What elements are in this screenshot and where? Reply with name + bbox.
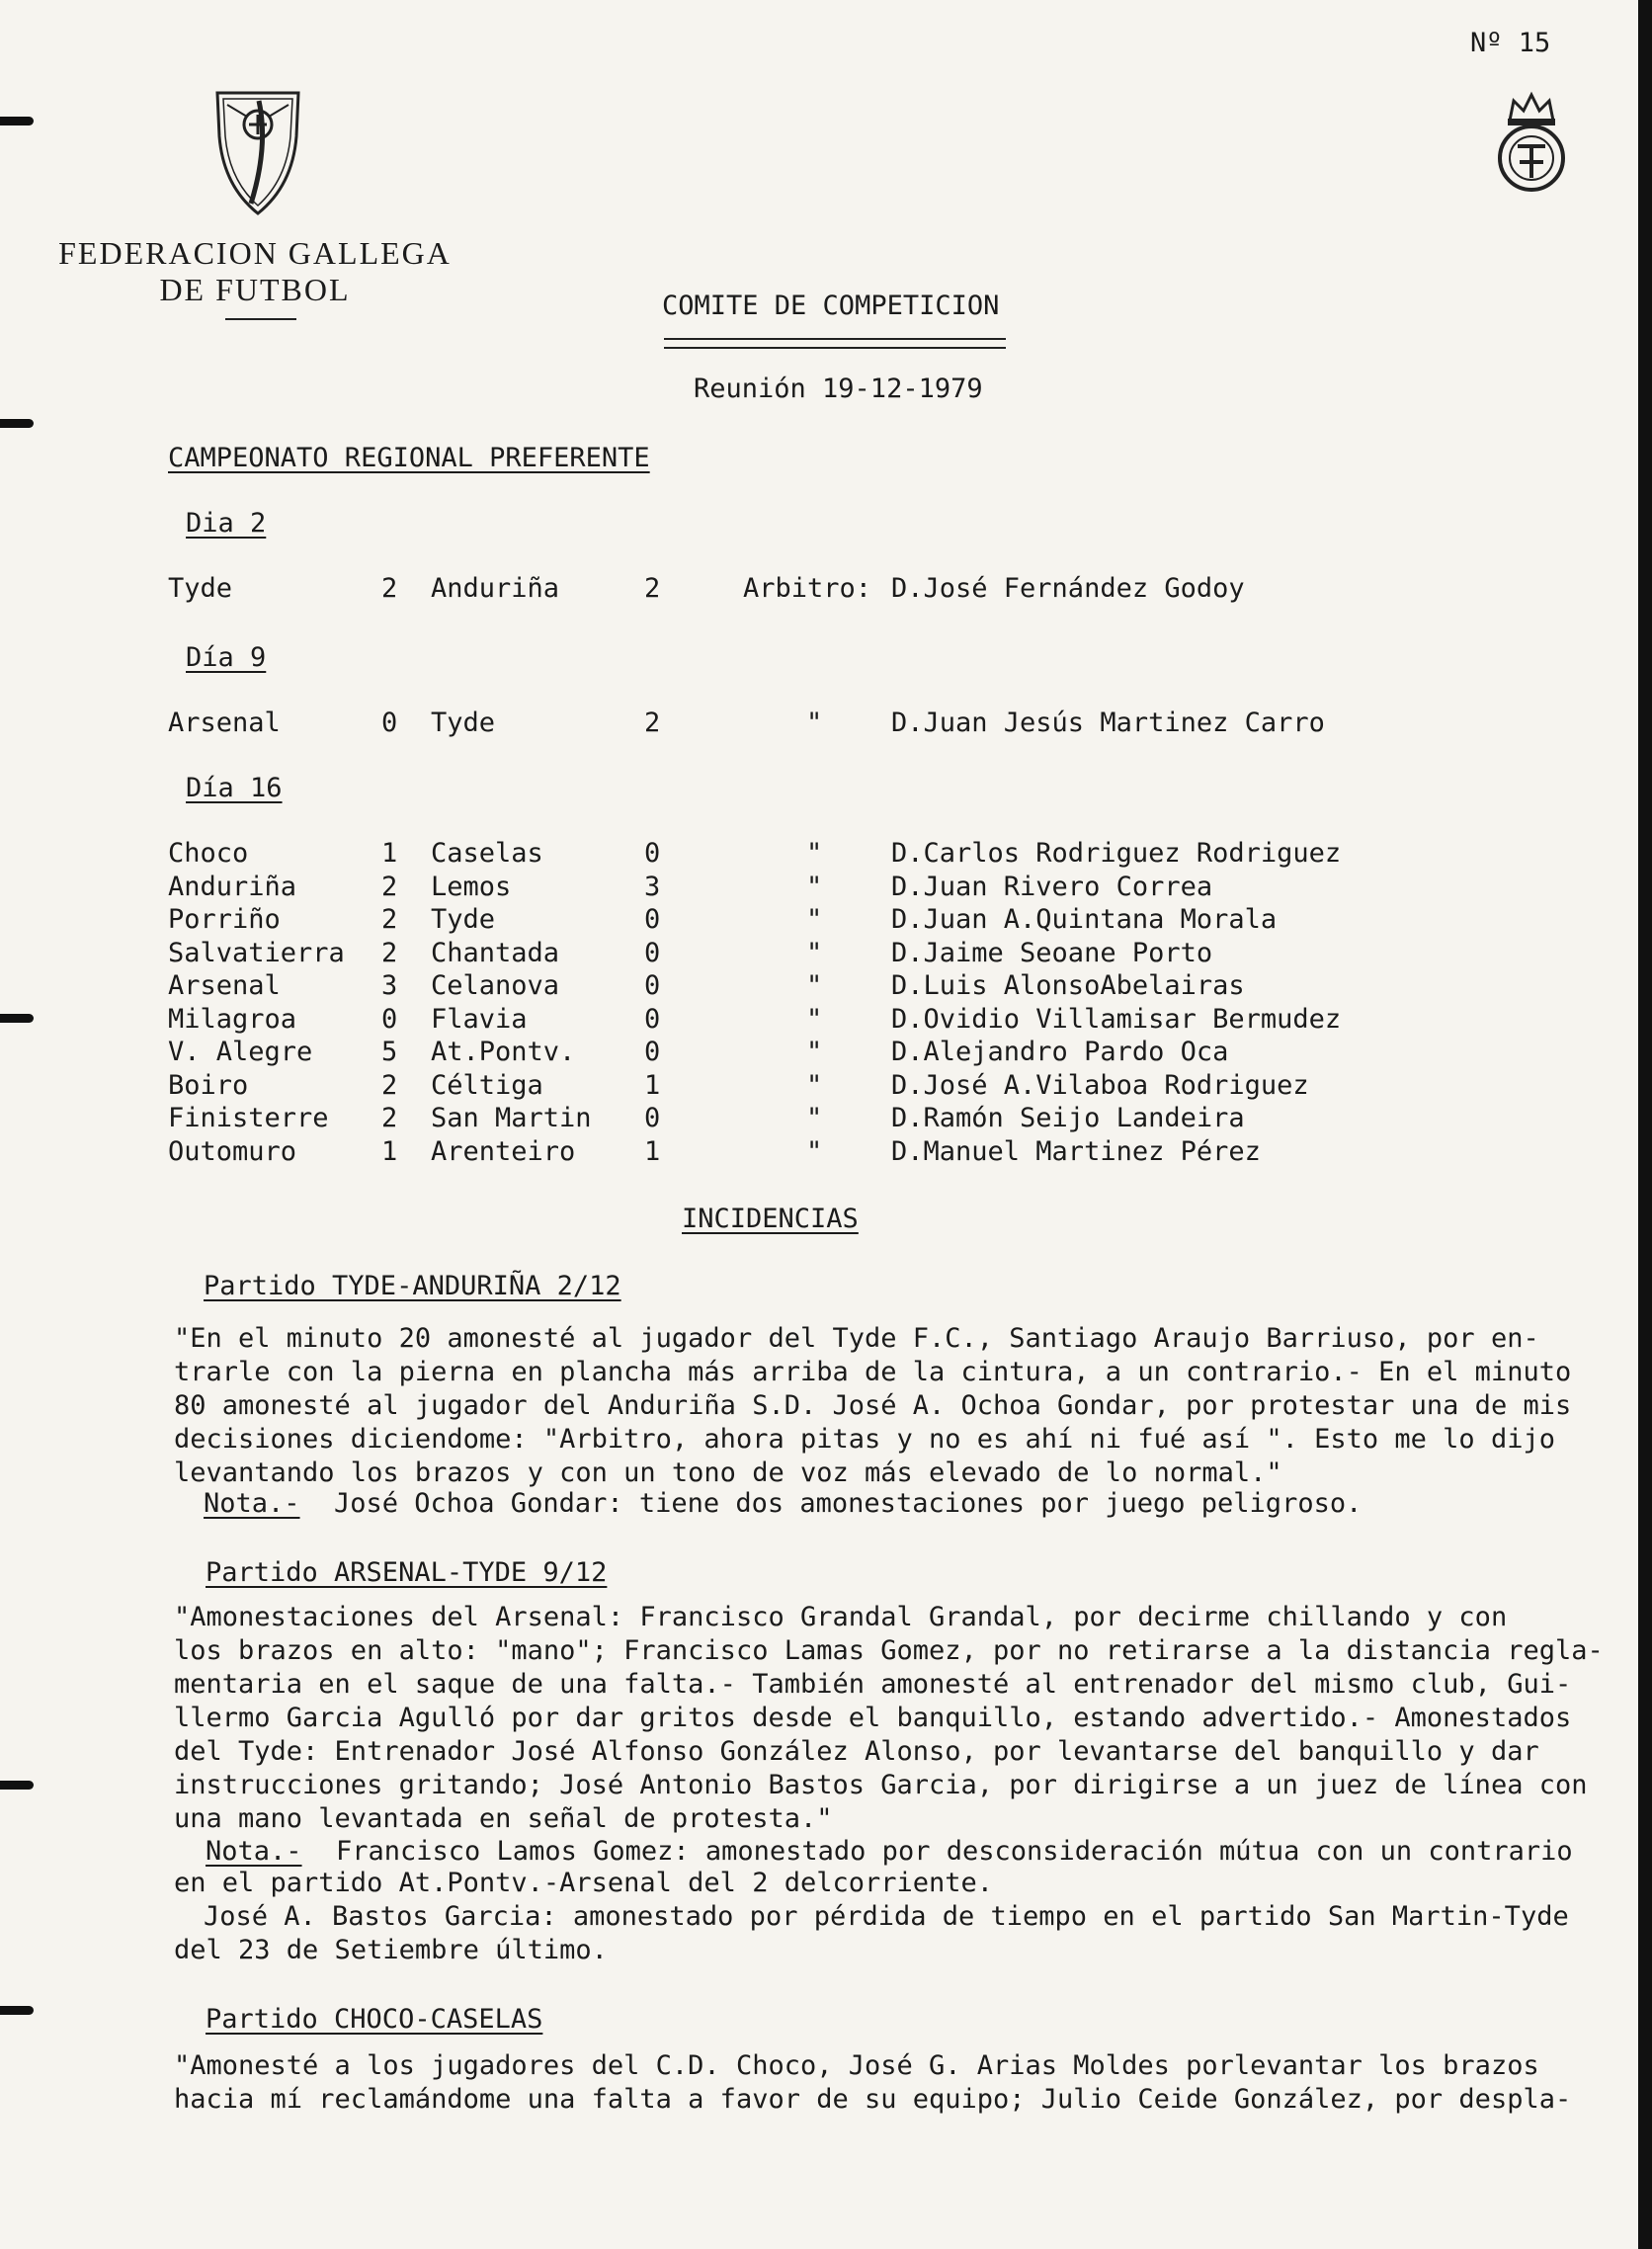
away-team: Caselas — [431, 838, 543, 869]
home-goals: 5 — [381, 1037, 398, 1067]
report-line: trarle con la pierna en plancha más arriba de la cintura, a un contrario.- En el minuto — [174, 1357, 1572, 1387]
away-team: Céltiga — [431, 1069, 543, 1101]
away-goals: 0 — [644, 1037, 661, 1067]
report-line: los brazos en alto: "mano"; Francisco Lamas Gomez, por no retirarse a la distancia regla- — [174, 1635, 1604, 1666]
day-label: Dia 2 — [186, 508, 267, 539]
referee-name: D.Juan A.Quintana Morala — [891, 904, 1278, 935]
federation-shield-logo — [213, 87, 302, 217]
referee-name: D.Manuel Martinez Pérez — [891, 1135, 1261, 1167]
away-goals: 2 — [644, 573, 661, 604]
referee-name: D.José A.Vilaboa Rodriguez — [891, 1069, 1309, 1101]
home-goals: 2 — [381, 573, 398, 604]
binder-mark — [0, 1014, 34, 1023]
away-goals: 0 — [644, 1103, 661, 1133]
home-goals: 1 — [381, 1135, 398, 1167]
away-goals: 1 — [644, 1069, 661, 1101]
report-line: instrucciones gritando; José Antonio Bastos Garcia, por dirigirse a un juez de línea con — [174, 1770, 1588, 1800]
away-team: At.Pontv. — [431, 1037, 576, 1067]
binder-mark — [0, 117, 34, 125]
day-label: Día 16 — [186, 773, 283, 803]
referee-label: " — [806, 1037, 823, 1067]
incident-title: Partido ARSENAL-TYDE 9/12 — [206, 1557, 608, 1588]
note-text: del 23 de Setiembre último. — [174, 1935, 608, 1965]
home-goals: 0 — [381, 1003, 398, 1035]
home-goals: 2 — [381, 937, 398, 968]
away-team: Lemos — [431, 871, 512, 902]
incidents-title: INCIDENCIAS — [682, 1204, 859, 1234]
incident-report — [174, 1601, 1626, 1836]
note-label: Nota.- — [204, 1488, 300, 1519]
referee-label: " — [806, 1103, 823, 1133]
home-goals: 2 — [381, 904, 398, 935]
away-team: Tyde — [431, 904, 496, 935]
committee-double-rule — [664, 338, 1006, 349]
binder-mark — [0, 2006, 34, 2015]
incident-report — [174, 1322, 1626, 1490]
home-team: Boiro — [168, 1069, 249, 1101]
home-goals: 2 — [381, 1069, 398, 1101]
away-team: San Martin — [431, 1103, 592, 1133]
away-team: Arenteiro — [431, 1135, 576, 1167]
report-line: levantando los brazos y con un tono de voz más elevado de lo normal." — [174, 1458, 1282, 1488]
report-line: 80 amonesté al jugador del Anduriña S.D. José A. Ochoa Gondar, por protestar una de mis — [174, 1390, 1572, 1421]
incident-report — [174, 2049, 1626, 2117]
home-goals: 3 — [381, 970, 398, 1001]
home-goals: 1 — [381, 838, 398, 869]
report-line: del Tyde: Entrenador José Alfonso González Alonso, por levantarse del banquillo y dar — [174, 1736, 1539, 1767]
home-team: Outomuro — [168, 1135, 297, 1167]
binder-mark — [0, 1781, 34, 1790]
away-goals: 2 — [644, 708, 661, 738]
report-line: hacia mí reclamándome una falta a favor de su equipo; Julio Ceide González, por despla- — [174, 2084, 1572, 2115]
referee-label: " — [806, 1135, 823, 1167]
referee-name: D.Alejandro Pardo Oca — [891, 1037, 1229, 1067]
scan-edge — [1638, 0, 1652, 2249]
referee-label: " — [806, 904, 823, 935]
report-line: "En el minuto 20 amonesté al jugador del Tyde F.C., Santiago Araujo Barriuso, por en- — [174, 1323, 1539, 1354]
referee-name: D.Juan Jesús Martinez Carro — [891, 708, 1325, 738]
report-line: "Amonestaciones del Arsenal: Francisco Grandal Grandal, por decirme chillando y con — [174, 1602, 1508, 1632]
referee-name: D.Luis AlonsoAbelairas — [891, 970, 1245, 1001]
home-team: Arsenal — [168, 970, 281, 1001]
referee-name: D.Ovidio Villamisar Bermudez — [891, 1003, 1342, 1035]
referee-label: " — [806, 970, 823, 1001]
note-text: José A. Bastos Garcia: amonestado por pérdida de tiempo en el partido San Martin-Tyde — [204, 1901, 1569, 1932]
referee-label: " — [806, 1069, 823, 1101]
referee-name: D.Jaime Seoane Porto — [891, 937, 1213, 968]
referee-label: " — [806, 708, 823, 738]
report-line: decisiones diciendome: "Arbitro, ahora pitas y no es ahí ni fué así ". Esto me lo dijo — [174, 1424, 1555, 1455]
day-label: Día 9 — [186, 642, 267, 673]
page-number: Nº 15 — [1470, 28, 1551, 58]
federation-name-line2: DE FUTBOL — [159, 272, 351, 307]
referee-name: D.Carlos Rodriguez Rodriguez — [891, 838, 1342, 869]
away-team: Flavia — [431, 1003, 528, 1035]
home-team: Finisterre — [168, 1103, 329, 1133]
home-team: Milagroa — [168, 1003, 297, 1035]
away-team: Anduriña — [431, 573, 560, 604]
referee-label: " — [806, 871, 823, 902]
referee-label: Arbitro: — [743, 573, 872, 604]
away-goals: 0 — [644, 838, 661, 869]
home-team: Salvatierra — [168, 937, 345, 968]
home-goals: 0 — [381, 708, 398, 738]
home-goals: 2 — [381, 871, 398, 902]
report-line: llermo Garcia Agulló por dar gritos desde el banquillo, estando advertido.- Amonestados — [174, 1703, 1572, 1733]
away-team: Tyde — [431, 708, 496, 738]
referee-label: " — [806, 838, 823, 869]
away-goals: 0 — [644, 970, 661, 1001]
home-team: Choco — [168, 838, 249, 869]
report-line: una mano levantada en señal de protesta." — [174, 1803, 833, 1834]
home-team: Porriño — [168, 904, 281, 935]
referee-label: " — [806, 1003, 823, 1035]
meeting-date: Reunión 19-12-1979 — [694, 374, 983, 404]
championship-title: CAMPEONATO REGIONAL PREFERENTE — [168, 443, 650, 473]
away-goals: 0 — [644, 1003, 661, 1035]
note-text: Francisco Lamos Gomez: amonestado por desconsideración mútua con un contrario — [336, 1836, 1573, 1867]
home-team: Arsenal — [168, 708, 281, 738]
away-goals: 1 — [644, 1135, 661, 1167]
note-text: en el partido At.Pontv.-Arsenal del 2 delcorriente. — [174, 1868, 994, 1898]
federation-name — [57, 235, 453, 308]
referee-name: D.Ramón Seijo Landeira — [891, 1103, 1245, 1133]
referee-name: D.Juan Rivero Correa — [891, 871, 1213, 902]
incident-title: Partido TYDE-ANDURIÑA 2/12 — [204, 1271, 621, 1301]
rfef-crown-emblem — [1490, 87, 1573, 198]
away-goals: 0 — [644, 904, 661, 935]
report-line: mentaria en el saque de una falta.- También amonesté al entrenador del mismo club, Gui- — [174, 1669, 1572, 1700]
binder-mark — [0, 419, 34, 428]
referee-name: D.José Fernández Godoy — [891, 573, 1245, 604]
home-goals: 2 — [381, 1103, 398, 1133]
away-team: Celanova — [431, 970, 560, 1001]
home-team: Tyde — [168, 573, 233, 604]
home-team: V. Alegre — [168, 1037, 313, 1067]
note-label: Nota.- — [206, 1836, 302, 1867]
report-line: "Amonesté a los jugadores del C.D. Choco, José G. Arias Moldes porlevantar los brazos — [174, 2050, 1539, 2081]
home-team: Anduriña — [168, 871, 297, 902]
away-goals: 3 — [644, 871, 661, 902]
note-text: José Ochoa Gondar: tiene dos amonestaciones por juego peligroso. — [334, 1488, 1363, 1519]
incident-title: Partido CHOCO-CASELAS — [206, 2004, 543, 2035]
away-goals: 0 — [644, 937, 661, 968]
committee-title: COMITE DE COMPETICION — [662, 291, 1000, 321]
away-team: Chantada — [431, 937, 560, 968]
referee-label: " — [806, 937, 823, 968]
federation-rule — [225, 318, 296, 320]
federation-name-line1: FEDERACION GALLEGA — [58, 235, 452, 271]
